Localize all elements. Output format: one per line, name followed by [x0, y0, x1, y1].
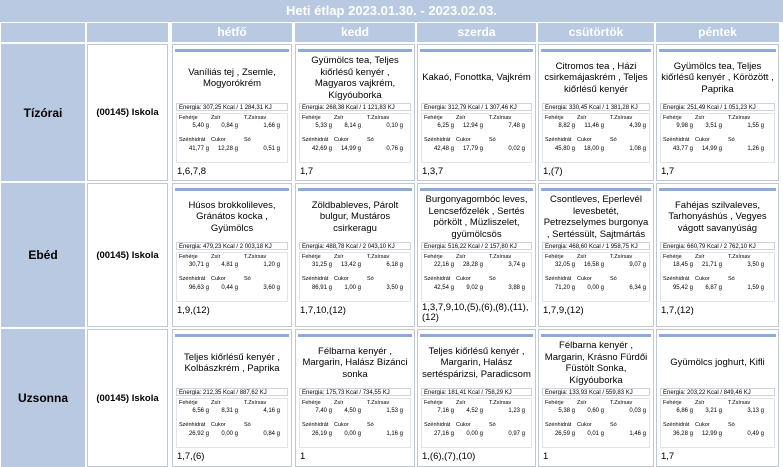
- nutrient-value: 71,20 g: [554, 285, 575, 291]
- nutrient-value: 26,92 g: [188, 431, 209, 437]
- menu-cell: [538, 183, 654, 327]
- nutrient-value: 0,00 g: [221, 431, 238, 437]
- nutrient-value: 3,88 g: [508, 285, 525, 291]
- nutrient-label: T.Zsírsav: [244, 254, 267, 260]
- allergen-codes: 1,7: [661, 451, 675, 462]
- nutrient-label: Szénhidrát: [179, 276, 206, 282]
- nutrition-table: [176, 398, 288, 448]
- nutrient-label: Fehérje: [663, 254, 682, 260]
- nutrient-label: Zsír: [456, 254, 466, 260]
- nutrient-label: Fehérje: [302, 115, 321, 121]
- nutrient-label: Cukor: [334, 276, 349, 282]
- allergen-codes: 1,(7): [543, 166, 563, 177]
- nutrient-value: 6,25 g: [437, 123, 454, 129]
- nutrient-label: Fehérje: [179, 400, 198, 406]
- nutrient-label: Só: [367, 276, 374, 282]
- menu-cell: [656, 183, 779, 327]
- nutrient-label: Szénhidrát: [424, 276, 451, 282]
- nutrient-label: Szénhidrát: [545, 276, 572, 282]
- nutrient-label: T.Zsírsav: [489, 400, 512, 406]
- nutrient-value: 6,34 g: [629, 285, 646, 291]
- menu-cell: [295, 44, 415, 181]
- nutrient-value: 4,16 g: [263, 408, 280, 414]
- nutrient-value: 22,16 g: [433, 262, 454, 268]
- nutrient-value: 1,08 g: [629, 146, 646, 152]
- nutrient-value: 86,91 g: [311, 285, 332, 291]
- food-items: Kakaó, Fonottka, Vajkrém: [422, 72, 531, 84]
- nutrient-value: 16,58 g: [583, 262, 604, 268]
- cell-top-rule: [541, 188, 651, 191]
- nutrient-value: 45,80 g: [554, 146, 575, 152]
- day-header: csütörtök: [538, 23, 654, 42]
- cell-top-rule: [298, 334, 412, 337]
- menu-cell: [172, 183, 292, 327]
- nutrient-label: Cukor: [211, 422, 226, 428]
- nutrient-label: Zsír: [577, 400, 587, 406]
- allergen-codes: 1: [300, 451, 306, 462]
- nutrient-value: 0,01 g: [587, 431, 604, 437]
- nutrient-value: 0,60 g: [587, 408, 604, 414]
- nutrient-label: Só: [610, 276, 617, 282]
- nutrient-value: 0,10 g: [386, 123, 403, 129]
- nutrient-value: 0,02 g: [508, 146, 525, 152]
- nutrition-table: [660, 252, 775, 302]
- nutrient-label: T.Zsírsav: [728, 400, 751, 406]
- nutrient-value: 5,33 g: [315, 123, 332, 129]
- nutrient-label: Só: [610, 422, 617, 428]
- nutrient-value: 1,20 g: [263, 262, 280, 268]
- nutrient-label: Fehérje: [545, 254, 564, 260]
- nutrition-table: [299, 398, 411, 448]
- nutrient-value: 95,42 g: [672, 285, 693, 291]
- nutrient-label: Szénhidrát: [424, 137, 451, 143]
- nutrient-label: Só: [367, 137, 374, 143]
- nutrient-value: 3,51 g: [705, 123, 722, 129]
- nutrient-label: T.Zsírsav: [244, 115, 267, 121]
- allergen-codes: 1,(6),(7),(10): [422, 451, 476, 462]
- nutrient-value: 17,79 g: [462, 146, 483, 152]
- nutrient-label: T.Zsírsav: [367, 254, 390, 260]
- nutrition-table: [176, 252, 288, 302]
- meal-label: Uzsonna: [1, 329, 85, 467]
- nutrient-label: Cukor: [211, 276, 226, 282]
- food-items: Fahéjas szilvaleves, Tarhonyáshús , Vegyes vágott savanyúság: [668, 199, 767, 234]
- nutrient-label: Cukor: [695, 137, 710, 143]
- nutrient-label: T.Zsírsav: [728, 254, 751, 260]
- nutrient-label: Só: [244, 276, 251, 282]
- energy-value: Energia: 488,78 Kcal / 2 043,10 KJ: [299, 242, 411, 250]
- nutrient-label: Zsír: [211, 254, 221, 260]
- nutrient-value: 36,28 g: [672, 431, 693, 437]
- food-items: Csontleves, Eperlevél levesbetét, Petrezselymes burgonya , Sertéssült, Sajtmártás: [543, 194, 649, 240]
- nutrient-value: 7,40 g: [315, 408, 332, 414]
- nutrient-value: 43,77 g: [672, 146, 693, 152]
- nutrition-table: [421, 113, 532, 163]
- nutrient-value: 7,48 g: [508, 123, 525, 129]
- nutrient-label: T.Zsírsav: [367, 115, 390, 121]
- allergen-codes: 1,7,10,(12): [300, 305, 346, 316]
- nutrient-value: 28,28 g: [462, 262, 483, 268]
- nutrition-table: [421, 252, 532, 302]
- food-items: Teljes kiőrlésű kenyér , Margarin, Halász sertéspárizsi, Paradicsom: [422, 345, 531, 380]
- cell-top-rule: [175, 49, 289, 52]
- menu-cell: [172, 44, 292, 181]
- school-name: (00145) Iskola: [87, 183, 168, 327]
- allergen-codes: 1,7,(12): [661, 305, 694, 316]
- nutrient-label: Zsír: [211, 115, 221, 121]
- nutrient-label: Só: [244, 137, 251, 143]
- nutrient-label: Cukor: [577, 276, 592, 282]
- nutrient-label: Cukor: [577, 137, 592, 143]
- nutrient-label: Zsír: [211, 400, 221, 406]
- nutrient-value: 26,59 g: [554, 431, 575, 437]
- nutrient-value: 0,03 g: [629, 408, 646, 414]
- energy-value: Energia: 251,49 Kcal / 1 051,23 KJ: [660, 103, 775, 111]
- nutrient-value: 21,71 g: [701, 262, 722, 268]
- nutrition-table: [421, 398, 532, 448]
- cell-top-rule: [541, 49, 651, 52]
- nutrient-label: Fehérje: [302, 400, 321, 406]
- nutrient-label: Szénhidrát: [179, 422, 206, 428]
- cell-top-rule: [298, 49, 412, 52]
- nutrient-label: Fehérje: [179, 254, 198, 260]
- menu-cell: [656, 44, 779, 181]
- nutrient-value: 3,60 g: [263, 285, 280, 291]
- nutrient-label: Fehérje: [424, 254, 443, 260]
- nutrient-value: 30,71 g: [188, 262, 209, 268]
- energy-value: Energia: 212,35 Kcal / 887,62 KJ: [176, 388, 288, 396]
- cell-top-rule: [659, 49, 776, 52]
- nutrient-label: Fehérje: [424, 400, 443, 406]
- nutrient-label: Cukor: [456, 137, 471, 143]
- day-header: hétfő: [172, 23, 292, 42]
- food-items: Teljes kiőrlésű kenyér , Kolbászkrém , Paprika: [183, 351, 281, 374]
- nutrition-table: [176, 113, 288, 163]
- nutrient-value: 4,52 g: [466, 408, 483, 414]
- food-items: Húsos brokkolileves, Gránátos kocka , Gyümölcs: [188, 199, 276, 234]
- energy-value: Energia: 268,38 Kcal / 1 121,83 KJ: [299, 103, 411, 111]
- nutrient-value: 0,49 g: [747, 431, 764, 437]
- nutrient-label: Só: [610, 137, 617, 143]
- allergen-codes: 1,7: [300, 166, 314, 177]
- nutrient-label: Só: [367, 422, 374, 428]
- menu-cell: [417, 329, 536, 467]
- nutrient-value: 0,84 g: [221, 123, 238, 129]
- allergen-codes: 1,3,7,9,10,(5),(6),(8),(11),(12): [422, 302, 529, 323]
- nutrient-label: Zsír: [695, 254, 705, 260]
- nutrient-value: 6,56 g: [192, 408, 209, 414]
- nutrient-value: 4,50 g: [344, 408, 361, 414]
- nutrient-value: 1,26 g: [747, 146, 764, 152]
- nutrient-value: 1,00 g: [344, 285, 361, 291]
- nutrient-label: Fehérje: [663, 400, 682, 406]
- nutrient-label: Cukor: [456, 422, 471, 428]
- nutrient-value: 4,81 g: [221, 262, 238, 268]
- nutrient-value: 26,19 g: [311, 431, 332, 437]
- nutrient-value: 31,25 g: [311, 262, 332, 268]
- nutrient-value: 1,55 g: [747, 123, 764, 129]
- energy-value: Energia: 330,45 Kcal / 1 381,28 KJ: [542, 103, 650, 111]
- nutrient-value: 1,59 g: [747, 285, 764, 291]
- nutrient-value: 18,00 g: [583, 146, 604, 152]
- nutrient-label: Szénhidrát: [545, 137, 572, 143]
- nutrient-value: 1,53 g: [386, 408, 403, 414]
- header-school-column: [87, 23, 168, 42]
- nutrient-value: 0,51 g: [263, 146, 280, 152]
- nutrient-label: T.Zsírsav: [728, 115, 751, 121]
- nutrient-label: Szénhidrát: [663, 137, 690, 143]
- nutrient-value: 3,21 g: [705, 408, 722, 414]
- nutrient-label: Fehérje: [424, 115, 443, 121]
- food-items: Vaníliás tej , Zsemle, Mogyorókrém: [188, 66, 276, 89]
- nutrient-value: 1,16 g: [386, 431, 403, 437]
- nutrient-label: T.Zsírsav: [489, 254, 512, 260]
- allergen-codes: 1: [543, 451, 549, 462]
- cell-top-rule: [420, 188, 533, 191]
- nutrient-label: T.Zsírsav: [367, 400, 390, 406]
- allergen-codes: 1,7: [661, 166, 675, 177]
- food-items: Félbarna kenyér , Margarin, Halász Bizánci sonka: [302, 345, 408, 380]
- nutrient-value: 3,50 g: [747, 262, 764, 268]
- nutrient-label: Cukor: [695, 276, 710, 282]
- nutrient-label: T.Zsírsav: [610, 115, 633, 121]
- menu-cell: [295, 329, 415, 467]
- menu-cell: [417, 183, 536, 327]
- cell-top-rule: [298, 188, 412, 191]
- nutrient-label: Fehérje: [663, 115, 682, 121]
- nutrient-value: 4,39 g: [629, 123, 646, 129]
- cell-top-rule: [659, 334, 776, 337]
- nutrient-value: 7,16 g: [437, 408, 454, 414]
- nutrient-label: T.Zsírsav: [489, 115, 512, 121]
- day-header: kedd: [295, 23, 415, 42]
- nutrient-value: 1,46 g: [629, 431, 646, 437]
- allergen-codes: 1,7,(6): [177, 451, 205, 462]
- allergen-codes: 1,3,7: [422, 166, 444, 177]
- energy-value: Energia: 660,79 Kcal / 2 762,10 KJ: [660, 242, 775, 250]
- nutrient-label: Cukor: [695, 422, 710, 428]
- nutrient-label: T.Zsírsav: [610, 254, 633, 260]
- energy-value: Energia: 468,60 Kcal / 1 958,75 KJ: [542, 242, 650, 250]
- food-items: Gyümölcs joghurt, Kifli: [670, 357, 765, 369]
- nutrient-value: 6,86 g: [676, 408, 693, 414]
- school-name: (00145) Iskola: [87, 44, 168, 181]
- energy-value: Energia: 181,41 Kcal / 758,29 KJ: [421, 388, 532, 396]
- nutrient-label: Szénhidrát: [545, 422, 572, 428]
- nutrient-value: 1,66 g: [263, 123, 280, 129]
- nutrient-value: 41,77 g: [188, 146, 209, 152]
- nutrient-value: 0,00 g: [466, 431, 483, 437]
- energy-value: Energia: 516,22 Kcal / 2 157,80 KJ: [421, 242, 532, 250]
- nutrient-label: Szénhidrát: [302, 276, 329, 282]
- cell-top-rule: [420, 49, 533, 52]
- nutrient-value: 42,48 g: [433, 146, 454, 152]
- nutrient-label: Cukor: [577, 422, 592, 428]
- energy-value: Energia: 307,25 Kcal / 1 284,31 KJ: [176, 103, 288, 111]
- nutrient-value: 0,00 g: [344, 431, 361, 437]
- nutrient-label: Cukor: [211, 137, 226, 143]
- nutrient-label: Zsír: [334, 400, 344, 406]
- energy-value: Energia: 133,93 Kcal / 559,83 KJ: [542, 388, 650, 396]
- nutrient-value: 42,69 g: [311, 146, 332, 152]
- menu-cell: [417, 44, 536, 181]
- nutrient-label: Zsír: [695, 115, 705, 121]
- nutrient-label: Zsír: [695, 400, 705, 406]
- nutrient-label: Só: [244, 422, 251, 428]
- header-corner: [1, 23, 85, 42]
- nutrient-label: T.Zsírsav: [244, 400, 267, 406]
- nutrient-value: 3,74 g: [508, 262, 525, 268]
- nutrition-table: [299, 113, 411, 163]
- nutrient-value: 13,42 g: [340, 262, 361, 268]
- nutrient-value: 5,38 g: [558, 408, 575, 414]
- menu-cell: [538, 44, 654, 181]
- nutrient-label: Fehérje: [302, 254, 321, 260]
- nutrient-value: 5,40 g: [192, 123, 209, 129]
- nutrient-label: Só: [489, 137, 496, 143]
- nutrient-label: Szénhidrát: [179, 137, 206, 143]
- nutrient-label: Zsír: [456, 115, 466, 121]
- nutrient-label: Zsír: [334, 115, 344, 121]
- nutrient-value: 0,00 g: [587, 285, 604, 291]
- nutrient-value: 12,99 g: [701, 431, 722, 437]
- nutrient-label: Szénhidrát: [302, 137, 329, 143]
- nutrient-label: Cukor: [334, 137, 349, 143]
- nutrition-table: [542, 113, 650, 163]
- cell-top-rule: [541, 334, 651, 337]
- nutrient-value: 0,97 g: [508, 431, 525, 437]
- nutrient-label: Zsír: [577, 254, 587, 260]
- nutrient-value: 32,05 g: [554, 262, 575, 268]
- energy-value: Energia: 175,73 Kcal / 734,55 KJ: [299, 388, 411, 396]
- energy-value: Energia: 203,22 Kcal / 849,46 KJ: [660, 388, 775, 396]
- energy-value: Energia: 479,23 Kcal / 2 003,18 KJ: [176, 242, 288, 250]
- nutrient-label: Fehérje: [179, 115, 198, 121]
- cell-top-rule: [175, 188, 289, 191]
- nutrient-label: Só: [489, 276, 496, 282]
- page-title: Heti étlap 2023.01.30. - 2023.02.03.: [0, 0, 783, 22]
- nutrient-value: 3,13 g: [747, 408, 764, 414]
- nutrient-label: Zsír: [577, 115, 587, 121]
- nutrient-value: 12,94 g: [462, 123, 483, 129]
- nutrient-label: Szénhidrát: [302, 422, 329, 428]
- nutrient-label: Zsír: [334, 254, 344, 260]
- nutrient-value: 8,14 g: [344, 123, 361, 129]
- nutrient-value: 9,02 g: [466, 285, 483, 291]
- nutrient-value: 11,46 g: [584, 123, 604, 129]
- food-items: Gyümölcs tea, Teljes kiőrlésű kenyér , Körözött , Paprika: [661, 60, 774, 95]
- nutrition-table: [542, 398, 650, 448]
- nutrient-label: Fehérje: [545, 400, 564, 406]
- nutrient-value: 6,18 g: [386, 262, 403, 268]
- allergen-codes: 1,6,7,8: [177, 166, 207, 177]
- nutrient-value: 18,45 g: [672, 262, 693, 268]
- nutrient-value: 9,07 g: [629, 262, 646, 268]
- nutrition-table: [660, 113, 775, 163]
- nutrition-table: [660, 398, 775, 448]
- nutrient-label: Zsír: [456, 400, 466, 406]
- nutrient-label: Szénhidrát: [424, 422, 451, 428]
- menu-cell: [172, 329, 292, 467]
- nutrient-value: 3,50 g: [386, 285, 403, 291]
- nutrient-label: Cukor: [456, 276, 471, 282]
- energy-value: Energia: 312,79 Kcal / 1 307,46 KJ: [421, 103, 532, 111]
- nutrient-value: 14,99 g: [701, 146, 722, 152]
- cell-top-rule: [420, 334, 533, 337]
- nutrient-value: 96,63 g: [188, 285, 209, 291]
- nutrient-value: 0,44 g: [221, 285, 238, 291]
- food-items: Burgonyagombóc leves, Lencsefőzelék , Sertés pörkölt , Müzliszelet, gyümölcsös: [425, 194, 528, 240]
- nutrient-value: 0,84 g: [263, 431, 280, 437]
- cell-top-rule: [175, 334, 289, 337]
- menu-cell: [656, 329, 779, 467]
- food-items: Citromos tea , Házi csirkemájaskrém , Teljes kiőrlésű kenyér: [544, 60, 648, 95]
- allergen-codes: 1,9,(12): [177, 305, 210, 316]
- menu-cell: [295, 183, 415, 327]
- nutrient-value: 42,54 g: [433, 285, 454, 291]
- nutrient-value: 8,31 g: [221, 408, 238, 414]
- day-header: szerda: [417, 23, 536, 42]
- nutrient-value: 8,82 g: [558, 123, 575, 129]
- nutrient-value: 6,87 g: [705, 285, 722, 291]
- food-items: Félbarna kenyér , Margarin, Krásno Fürdői Füstölt Sonka, Kígyóuborka: [544, 340, 648, 386]
- nutrient-label: Só: [728, 422, 735, 428]
- nutrient-label: Só: [728, 137, 735, 143]
- nutrient-value: 14,99 g: [340, 146, 361, 152]
- nutrient-value: 9,98 g: [676, 123, 693, 129]
- nutrient-label: T.Zsírsav: [610, 400, 633, 406]
- nutrient-value: 12,28 g: [217, 146, 238, 152]
- day-header: péntek: [656, 23, 779, 42]
- allergen-codes: 1,7,9,(12): [543, 305, 584, 316]
- nutrition-table: [542, 252, 650, 302]
- nutrient-label: Cukor: [334, 422, 349, 428]
- nutrient-value: 1,23 g: [508, 408, 525, 414]
- food-items: Zöldbableves, Párolt bulgur, Mustáros csirkeragu: [311, 199, 399, 234]
- menu-cell: [538, 329, 654, 467]
- nutrition-table: [299, 252, 411, 302]
- nutrient-label: Só: [489, 422, 496, 428]
- nutrient-value: 27,16 g: [433, 431, 454, 437]
- nutrient-label: Szénhidrát: [663, 422, 690, 428]
- nutrient-label: Fehérje: [545, 115, 564, 121]
- food-items: Gyümölcs tea, Teljes kiőrlésű kenyér , Magyaros vajkrém, Kígyóuborka: [311, 55, 399, 101]
- meal-label: Ebéd: [1, 183, 85, 327]
- nutrient-value: 0,76 g: [386, 146, 403, 152]
- meal-label: Tízórai: [1, 44, 85, 181]
- cell-top-rule: [659, 188, 776, 191]
- nutrient-label: Szénhidrát: [663, 276, 690, 282]
- school-name: (00145) Iskola: [87, 329, 168, 467]
- nutrient-label: Só: [728, 276, 735, 282]
